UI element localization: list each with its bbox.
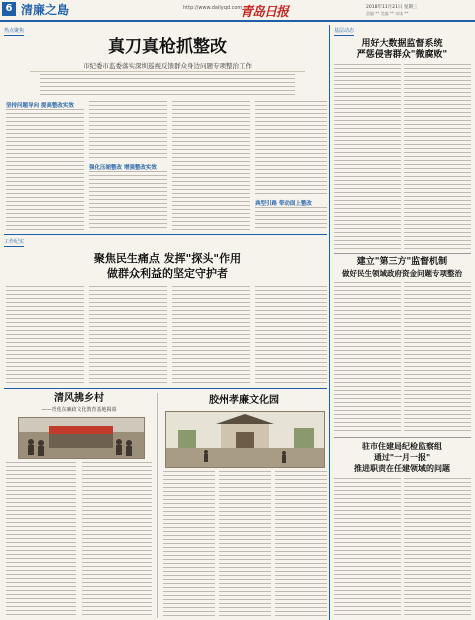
right-story2-column-1 bbox=[334, 282, 401, 434]
story4-column-2 bbox=[219, 471, 271, 616]
column-2b bbox=[89, 171, 167, 231]
story4-column-1 bbox=[163, 471, 215, 616]
right-story2-column-2 bbox=[404, 282, 471, 434]
story3-column-2 bbox=[82, 462, 152, 616]
subhead-2: 强化压缩整改 增强整改实效 bbox=[89, 165, 157, 171]
section-title: 清廉之島 bbox=[21, 3, 70, 17]
right-story3-headline-line1: 驻市住建局纪检监察组 bbox=[362, 441, 442, 451]
right-divider-1 bbox=[334, 253, 471, 254]
story4-headline: 胶州孝廉文化园 bbox=[209, 395, 279, 406]
story3-column-1 bbox=[6, 462, 76, 616]
right-story1-headline-line2: 严惩侵害群众"微腐败" bbox=[356, 50, 448, 60]
column-3 bbox=[172, 101, 250, 231]
site-url[interactable]: http://www.dailyqd.com bbox=[183, 5, 243, 11]
lead-paragraph bbox=[40, 74, 295, 96]
subhead-3: 典型引路 带动面上整改 bbox=[255, 201, 312, 207]
right-story1-column-1 bbox=[334, 64, 401, 250]
story4-photo bbox=[165, 411, 325, 468]
story3-photo bbox=[18, 417, 145, 459]
story3-headline: 清风拂乡村 bbox=[54, 393, 104, 404]
right-story1-column-2 bbox=[404, 64, 471, 250]
section-rule bbox=[4, 234, 327, 235]
story2-headline-line1: 聚焦民生痛点 发挥"探头"作用 bbox=[93, 252, 242, 265]
column-divider bbox=[157, 393, 158, 618]
right-story3-column-2 bbox=[404, 478, 471, 616]
story2-column-3 bbox=[172, 286, 250, 384]
newspaper-logo: 青岛日报 bbox=[240, 5, 289, 20]
story3-subheadline: ——青莲东廉政文化教育基地揭幕 bbox=[41, 407, 117, 413]
main-headline: 真刀真枪抓整改 bbox=[108, 37, 227, 57]
page-number: 6 bbox=[2, 2, 16, 16]
right-story1-headline-line1: 用好大数据监督系统 bbox=[361, 39, 443, 49]
right-story3-column-1 bbox=[334, 478, 401, 616]
right-story3-headline-line3: 推进职责在任建领域的问题 bbox=[354, 463, 450, 473]
story2-column-2 bbox=[89, 286, 167, 384]
story2-column-1 bbox=[6, 286, 84, 384]
right-story2-headline-line2: 做好民生领域政府资金问题专项整治 bbox=[342, 269, 462, 278]
staff-line: 责编 ** 美编 ** 审读 ** bbox=[366, 11, 409, 16]
column-4a bbox=[255, 101, 327, 196]
right-story3-headline-line2: 通过"一月一报" bbox=[373, 452, 431, 462]
divider bbox=[30, 71, 305, 72]
column-1 bbox=[6, 109, 84, 231]
right-column-divider bbox=[329, 25, 330, 620]
subhead-1: 坚持问题导向 提高整改实效 bbox=[6, 103, 74, 109]
section-rule-2 bbox=[4, 388, 327, 389]
section-label-hot: 热点聚焦 bbox=[4, 28, 25, 34]
story2-column-4 bbox=[255, 286, 327, 384]
masthead bbox=[0, 0, 475, 22]
main-subheadline: 市纪委市监委落实深圳巡视反馈群众身边问题专项整治工作 bbox=[83, 62, 252, 70]
section-label-work: 工作纪实 bbox=[4, 239, 25, 245]
right-story2-headline-line1: 建立"第三方"监督机制 bbox=[356, 257, 448, 267]
column-4b bbox=[255, 207, 327, 231]
right-divider-2 bbox=[334, 437, 471, 438]
section-label-grassroots: 基层动态 bbox=[334, 28, 355, 34]
story2-headline-line2: 做群众利益的坚定守护者 bbox=[107, 267, 228, 280]
story4-column-3 bbox=[275, 471, 327, 616]
column-2a bbox=[89, 101, 167, 161]
issue-date: 2018年11月21日 星期三 bbox=[366, 5, 418, 10]
